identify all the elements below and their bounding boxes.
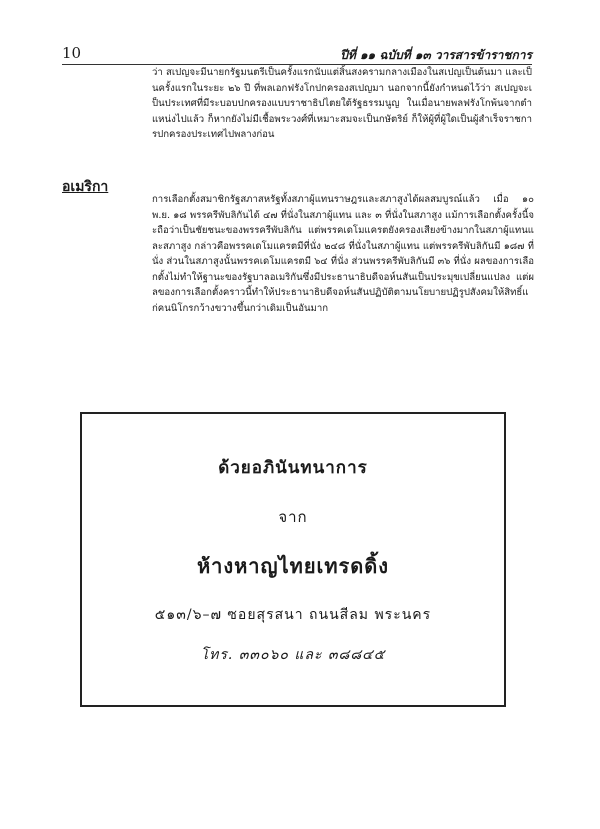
ad-from: จาก <box>278 508 308 526</box>
page-number: 10 <box>62 44 82 62</box>
journal-issue: ปีที่ ๑๑ ฉบับที่ ๑๓ วารสารข้าราชการ <box>340 48 532 62</box>
ad-phone: โทร. ๓๓๐๖๐ และ ๓๘๘๔๕ <box>200 647 386 663</box>
ad-thanks: ด้วยอภินันทนาการ <box>218 458 368 478</box>
america-paragraph: การเลือกตั้งสมาชิกรัฐสภาสหรัฐทั้งสภาผู้แทนราษฎรและสภาสูงได้ผลสมบูรณ์แล้ว เมื่อ ๑๐ พ.ย. ๑๘ พรรครีพับลิกันได้ ๔๗ ที่นั่งในสภาผู้แทน และ ๓ ที่นั่งในสภาสูง แม้การเลือกตั้งครั้งนี้จะถือว่าเป็นชัยชนะของพรรครีพับลิกัน แต่พรรคเดโมแครตยังครองเสียงข้างมากในสภาผู้แทนและสภาสูง กล่าวคือพรรคเดโมแครตมีที่นั่ง ๒๔๘ ที่นั่งในสภาผู้แทน แต่พรรครีพับลิกันมี ๑๘๗ ที่นั่ง ส่วนในสภาสูงนั้นพรรคเดโมแครตมี ๖๔ ที่นั่ง ส่วนพรรครีพับลิกันมี ๓๖ ที่นั่ง ผลของการเลือกตั้งไม่ทำให้ฐานะของรัฐบาลอเมริกันซึ่งมีประธานาธิบดีจอห์นสันเป็นประมุขเปลี่ยนแปลง แต่ผลของการเลือกตั้งคราวนี้ทำให้ประธานาธิบดีจอห์นสันปฏิบัติตามนโยบายปฏิรูปสังคมให้สิทธิ์แก่คนนิโกรกว้างขวางขึ้นกว่าเดิมเป็นอันมาก <box>152 194 534 314</box>
page-header <box>62 44 532 65</box>
advertisement-box <box>80 412 506 707</box>
intro-paragraph: ว่า สเปญจะมีนายกรัฐมนตรีเป็นครั้งแรกนับแต่สิ้นสงครามกลางเมืองในสเปญเป็นต้นมา และเป็นครั้งแรกในระยะ ๒๖ ปี ที่พลเอกฟรังโกปกครองสเปญมา นอกจากนี้ยังกำหนดไว้ว่า สเปญจะเป็นประเทศที่มีระบอบปกครองแบบราชาธิปไตยใต้รัฐธรรมนูญ ในเมื่อนายพลฟรังโกพ้นจากตำแหน่งไปแล้ว ก็หากยังไม่มีเชื้อพระวงศ์ที่เหมาะสมจะเป็นกษัตริย์ ก็ให้ผู้ที่ผู้ใดเป็นผู้สำเร็จราชการปกครองประเทศไปพลางก่อน <box>152 67 532 140</box>
ad-company-name: ห้างหาญไทยเทรดดิ้ง <box>196 554 390 578</box>
section-heading-america: อเมริกา <box>62 179 109 195</box>
ad-address: ๕๑๓/๖–๗ ซอยสุรสนา ถนนสีลม พระนคร <box>154 607 432 623</box>
